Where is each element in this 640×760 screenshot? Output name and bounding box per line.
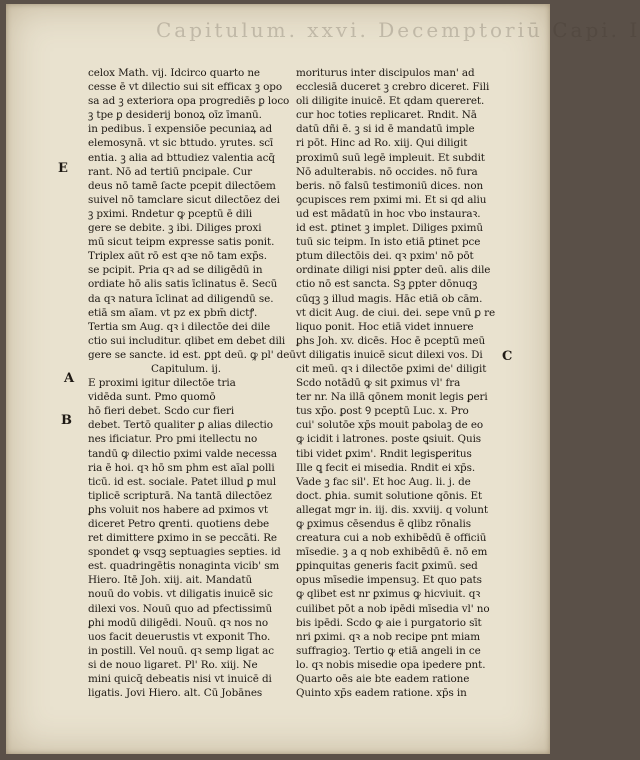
text-line: allegat mgr in. iij. dis. xxviij. q volunt — [296, 503, 488, 516]
text-line: ret dimittere ꝑximo in se peccāti. Re — [88, 532, 277, 545]
text-line: deus nō tamē ſacte pcepit dilectōem — [88, 179, 276, 192]
text-line: cūqꝫ ꝫ illud magis. Hāc etiā ob cām. — [296, 292, 483, 305]
text-line: ticū. id est. sociale. Patet illud ꝑ mul — [88, 475, 277, 488]
text-line: cesse ē vt dilectio sui sit efficax ꝫ opo — [88, 81, 283, 94]
text-line: ligatis. Jovi Hiero. alt. Cū Jobānes — [88, 687, 263, 700]
text-line: rant. Nō ad tertiū pncipale. Cur — [88, 165, 253, 178]
text-line: id est. ꝑtinet ꝫ implet. Diliges pximū — [296, 222, 483, 235]
text-line: ecclesiā duceret ꝫ crebro diceret. Fili — [296, 81, 490, 94]
text-line: tus xp̄o. ꝑost Ꝯ pceptū Luc. x. Pro — [296, 405, 469, 418]
text-line: opus mīsedie impensuꝫ. Et quo pats — [296, 574, 482, 587]
text-line: E proximi igitur dilectōe tria — [88, 377, 236, 390]
text-line: tandū ꝙ dilectio pximi valde necessa — [88, 447, 278, 460]
text-line: Capitulum. ij. — [151, 362, 221, 375]
text-line: tiplicē scripturā. Na tantā dilectōez — [88, 489, 272, 502]
right-text-column — [296, 66, 498, 700]
text-line: Triplex aūt rō est qꝛe nō tam exp̄s. — [88, 250, 267, 263]
text-line: suffragioꝫ. Tertio ꝙ etiā angeli in ce — [296, 644, 481, 657]
text-line: Quarto oēs aie bte eadem ratione — [296, 673, 470, 686]
text-line: spondet ꝙ vsqꝫ septuagies septies. id — [88, 546, 281, 559]
text-line: proximū suū legē impleuit. Et subdit — [296, 151, 485, 164]
text-line: ꝯcupisces rem pximi mi. Et si qd aliu — [296, 193, 487, 206]
text-line: ꝑhs voluit nos habere ad pximos vt — [88, 503, 268, 516]
text-line: ud est mādatū in hoc vbo instauraꝛ. — [296, 207, 481, 220]
text-line: uos facit deuerustis vt exponit Tho. — [88, 630, 271, 643]
text-line: lo. qꝛ nobis misedie opa ipedere pnt. — [296, 658, 486, 671]
text-line: mū sicut teipm expresse satis ponit. — [88, 236, 275, 249]
text-line: in postill. Vel nouū. qꝛ semp ligat ac — [88, 644, 274, 657]
text-line: debet. Tertō qualiter ꝑ alias dilectio — [88, 419, 273, 432]
text-line: est. quadringētis nonaginta vicib' sm — [88, 560, 280, 573]
text-line: da qꝛ natura īclinat ad diligendū se. — [88, 292, 274, 305]
text-line: Tertia sm Aug. qꝛ i dilectōe dei dile — [88, 320, 271, 333]
text-line: ꝙ icidit i latrones. poste ꝗsiuit. Quis — [296, 433, 482, 446]
text-line: cit meū. qꝛ i dilectōe ꝑximi de' diligit — [296, 362, 487, 375]
running-title-bleed: Capitulum. xxvi. Decemptoriū Capi. I — [156, 18, 640, 42]
text-line: cuilibet pōt a nob ipēdi mīsedia vl' no — [296, 602, 490, 615]
book-page — [6, 4, 640, 754]
text-line: vt diligatis inuicē sicut dilexi vos. Di — [296, 348, 483, 361]
text-line: elemosynā. vt sic bttudo. yrutes. scī — [88, 137, 274, 150]
text-line: cur hoc toties replicaret. Rndit. Nā — [296, 109, 477, 122]
text-line: sa ad ꝫ exteriora opa progrediēs ꝑ loco — [88, 95, 290, 108]
text-line: hō fieri debet. Scdo cur fieri — [88, 405, 235, 418]
text-line: entia. ꝫ alia ad bttudiez valentia acq̄ — [88, 151, 275, 164]
text-line: ꝑpinquitas generis facit ꝑximū. sed — [296, 560, 478, 573]
margin-letter-e: E — [58, 161, 68, 176]
text-line: creatura cui a nob exhibēdū ē officiū — [296, 532, 487, 545]
text-line: Scdo notādū ꝙ sit ꝑximus vl' fra — [296, 377, 461, 390]
text-line: beris. nō falsū testimoniū dices. non — [296, 179, 484, 192]
text-line: ꝫ tpe ꝑ desiderij bonoꝝ oīz īmanū. — [88, 109, 262, 122]
text-line: gere se sancte. id est. ꝑpt deū. ꝙ pl' deū — [88, 348, 296, 361]
text-line: liquo ponit. Hoc etiā videt innuere — [296, 320, 474, 333]
text-line: celox Math. vij. Idcirco quarto ne — [88, 67, 260, 79]
text-line: Quinto xp̄s eadem ratione. xp̄s in — [296, 687, 467, 700]
text-line: ordinate diligi nisi ꝑpter deū. alis dile — [296, 264, 491, 277]
text-line: ꝑhi modū diligēdi. Nouū. qꝛ nos no — [88, 616, 269, 629]
text-line: nri ꝑximi. qꝛ a nob recipe pnt miam — [296, 630, 481, 643]
text-line: ꝫ pximi. Rndetur ꝙ pceptū ē dili — [88, 207, 253, 220]
text-line: se pcipit. Pria qꝛ ad se diligēdū in — [88, 264, 263, 277]
text-line: moriturus inter discipulos man' ad — [296, 67, 475, 79]
text-line: ꝑhs Joh. xv. dicēs. Hoc ē pceptū meū — [296, 334, 486, 347]
text-line: doct. ꝑhia. sumit solutione qōnis. Et — [296, 489, 483, 502]
text-line: ria ē hoi. qꝛ hō sm phm est aīal polli — [88, 461, 275, 474]
text-line: ꝙ ꝑximus cēsendus ē qlibz rōnalis — [296, 518, 471, 530]
text-line: nes ificiatur. Pro pmi itellectu no — [88, 433, 258, 446]
text-line: mini quicq̄ debeatis nisi vt inuicē di — [88, 673, 272, 686]
text-line: Nō adulterabis. nō occides. nō fura — [296, 165, 478, 178]
margin-letter-c: C — [502, 349, 513, 364]
text-line: dilexi vos. Nouū quo ad pfectissimū — [88, 602, 273, 615]
text-line: datū dñi ē. ꝫ si id ē mandatū imple — [296, 123, 475, 136]
text-line: in pedibus. ī expensiōe pecuniaꝝ ad — [88, 123, 273, 136]
text-line: Ille ꝗ fecit ei misedia. Rndit ei xp̄s. — [296, 461, 476, 474]
text-line: gere se debite. ꝫ ibi. Diliges proxi — [88, 222, 262, 235]
left-text-column — [88, 66, 296, 700]
text-line: tibi videt ꝑxim'. Rndit legisꝑeritus — [296, 447, 472, 460]
text-line: ordiate hō alis satis īclinatus ē. Secū — [88, 278, 278, 291]
text-line: vt dicit Aug. de ciui. dei. sepe vnū ꝑ re — [296, 306, 496, 319]
text-line: cui' solutōe xp̄s mouit pabolaꝫ de eo — [296, 419, 484, 432]
margin-letter-a: A — [64, 371, 75, 386]
text-line: mīsedie. ꝫ a q nob exhibēdū ē. nō em — [296, 546, 488, 559]
text-line: si de nouo ligaret. Pl' Ro. xiij. Ne — [88, 658, 258, 671]
text-line: nouū do vobis. vt diligatis inuicē sic — [88, 588, 273, 601]
text-line: bis ipēdi. Scdo ꝙ aie i purgatorio sīt — [296, 616, 482, 629]
margin-letter-b: B — [61, 413, 72, 428]
text-line: vidēda sunt. Pmo quomō — [88, 391, 216, 404]
text-line: oli diligite inuicē. Et qdam quereret. — [296, 95, 485, 108]
text-line: ctio sui includitur. qlibet em debet dili — [88, 334, 286, 347]
text-line: ꝙ qlibet est nr ꝑximus ꝙ hicviuit. qꝛ — [296, 588, 481, 601]
text-line: tuū sic teipm. In isto etiā ꝑtinet pce — [296, 236, 481, 249]
text-line: diceret Petro ꝗrenti. quotiens debe — [88, 518, 270, 530]
text-line: ptum dilectōis dei. qꝛ pxim' nō pōt — [296, 250, 474, 263]
text-line: ter nr. Na illā qōnem monit legis ꝑeri — [296, 391, 488, 404]
text-line: etiā sm aīam. vt pz ex pbm̄ dictꝭ. — [88, 306, 258, 319]
text-line: ri pōt. Hinc ad Ro. xiij. Qui diligit — [296, 137, 468, 150]
text-line: Vade ꝫ fac sil'. Et hoc Aug. li. j. de — [296, 475, 471, 488]
text-line: Hiero. Itē Joh. xiij. ait. Mandatū — [88, 574, 253, 587]
text-line: suivel nō tamclare sicut dilectōez dei — [88, 193, 280, 206]
text-line: ctio nō est sancta. Sꝫ ꝑpter dōnuqꝫ — [296, 278, 478, 291]
